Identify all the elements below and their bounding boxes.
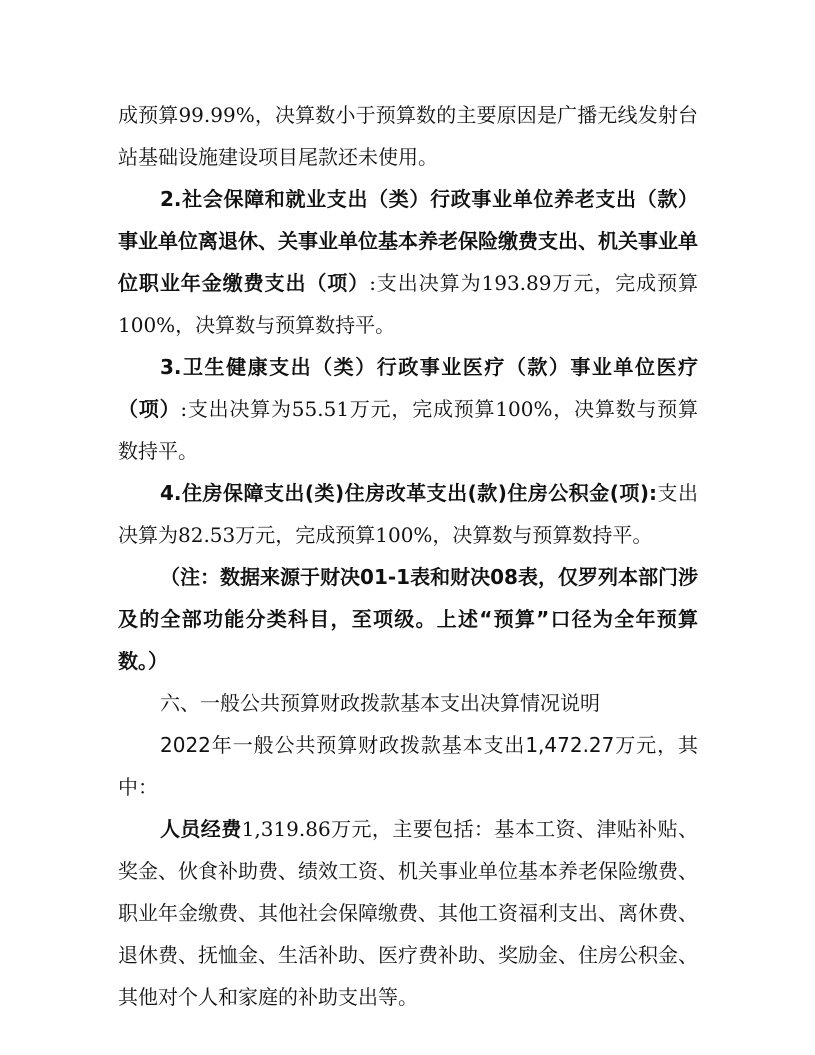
paragraph-health xyxy=(118,346,698,472)
item-text: 基本工资、津贴补贴、奖金、伙食补助费、绩效工资、机关事业单位基本养老保险缴费、职业年金缴费、其他社会保障缴费、其他工资福利支出、离休费、退休费、抚恤金、生活补助、医疗费补助、奖励金、住房公积金、其他对个人和家庭的补助支出等。 xyxy=(118,817,698,1009)
item-text: :支出决算为193.89万元，完成预算100%，决算数与预算数持平。 xyxy=(118,271,699,337)
item-text: 支出决算为82.53万元，完成预算100%，决算数与预算数持平。 xyxy=(118,481,699,547)
item-text: :支出决算为55.51万元，完成预算100%，决算数与预算数持平。 xyxy=(118,397,699,463)
paragraph-text: 2022年一般公共预算财政拨款基本支出1,472.27万元，其中： xyxy=(118,733,698,799)
item-lead: 主要包括： xyxy=(392,817,495,841)
paragraph-social-security xyxy=(118,178,698,346)
document-page xyxy=(118,94,698,1018)
paragraph-personnel-costs xyxy=(118,808,698,1018)
item-heading: 4.住房保障支出(类)住房改革支出(款)住房公积金(项): xyxy=(160,481,658,505)
item-heading: 2.社会保障和就业支出（类）行政事业单位养老支出（款）事业单位离退休、关事业单位基本养老保险缴费支出、机关事业单位职业年金缴费支出（项） xyxy=(118,187,698,295)
paragraph-basic-expenditure xyxy=(118,724,698,808)
section-title-text: 六、一般公共预算财政拨款基本支出决算情况说明 xyxy=(160,691,600,715)
paragraph-housing xyxy=(118,472,698,556)
item-heading: 3.卫生健康支出（类）行政事业医疗（款）事业单位医疗（项） xyxy=(118,355,698,421)
paragraph-note xyxy=(118,556,698,682)
section-title xyxy=(118,682,698,724)
paragraph-budget-completion xyxy=(118,94,698,178)
paragraph-text: 成预算99.99%，决算数小于预算数的主要原因是广播无线发射台站基础设施建设项目尾款还未使用。 xyxy=(118,103,698,169)
note-text: （注：数据来源于财决01-1表和财决08表，仅罗列本部门涉及的全部功能分类科目，至项级。上述“预算”口径为全年预算数。） xyxy=(118,565,698,673)
item-amount: 1,319.86万元， xyxy=(241,817,393,841)
item-heading: 人员经费 xyxy=(160,817,242,841)
